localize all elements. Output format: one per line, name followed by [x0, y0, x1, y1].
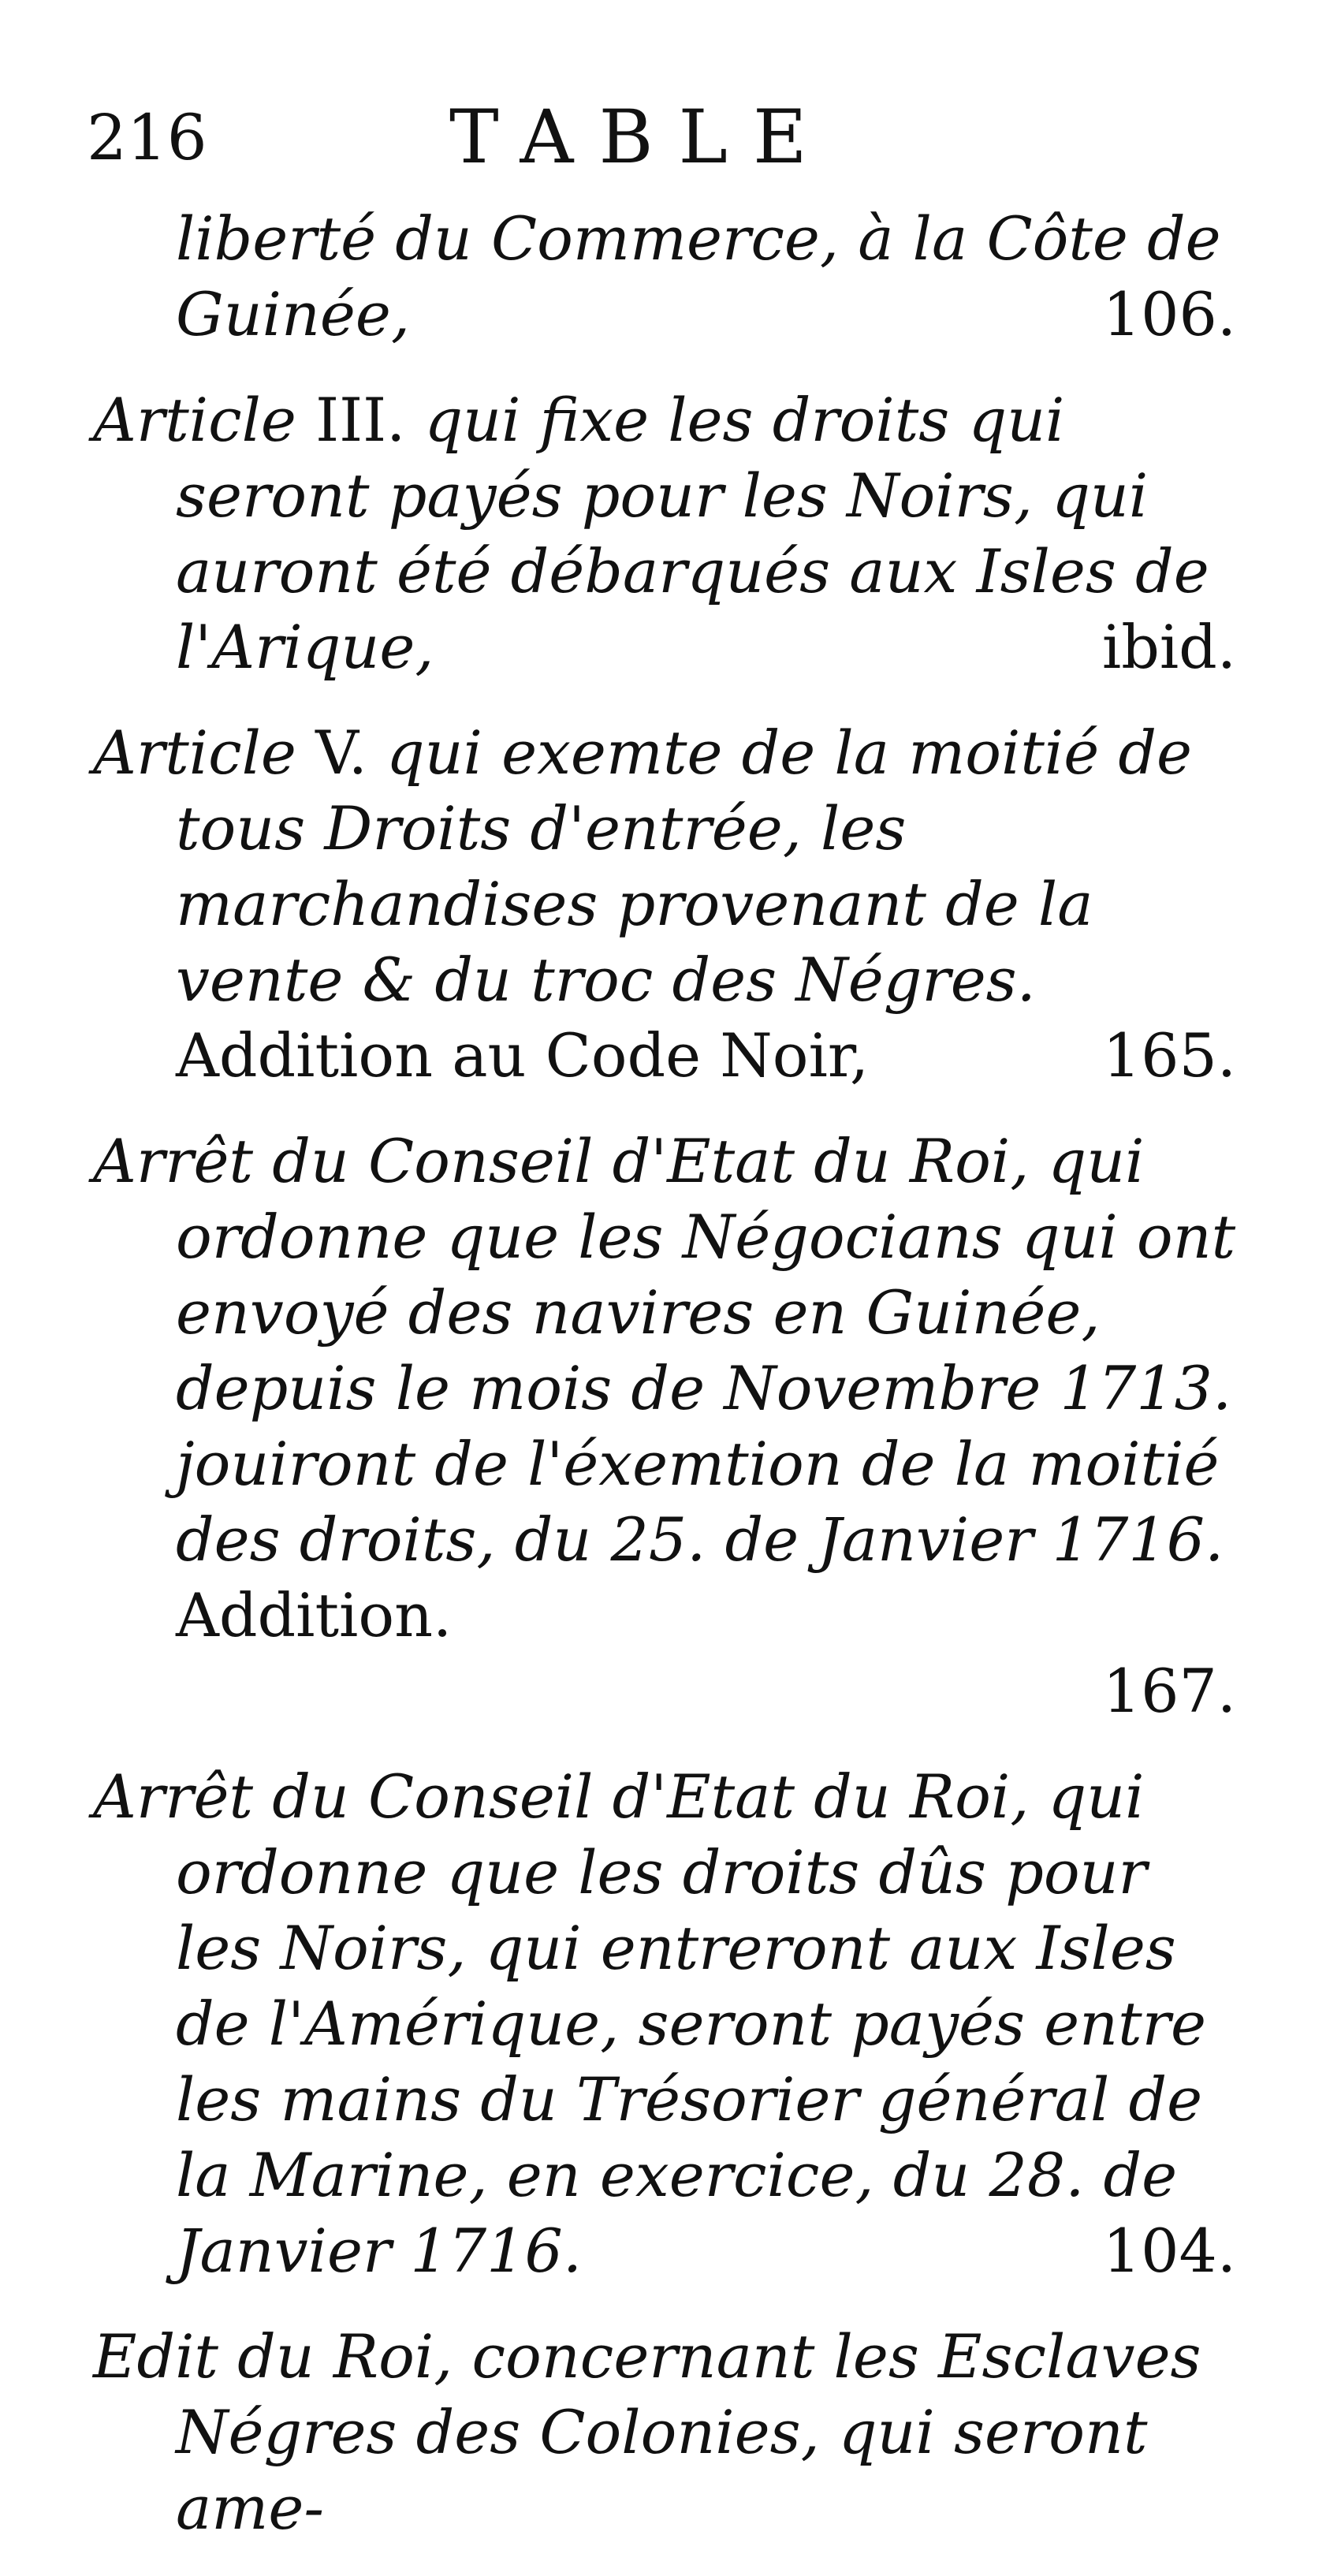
running-head — [87, 95, 1253, 205]
entry-text — [93, 1124, 1244, 1653]
entry-text — [93, 2319, 1244, 2546]
entry-page-ref: ibid. — [1101, 612, 1236, 682]
entry-label: Article — [93, 718, 296, 788]
table-entries — [93, 201, 1244, 2576]
entry-numeral: III. — [315, 385, 406, 455]
table-entry — [93, 382, 1244, 685]
entry-description: Edit du Roi, concernant les Esclaves Négres des Colonies, qui seront ame- — [93, 2321, 1201, 2543]
running-title: TABLE — [449, 95, 833, 181]
table-entry — [93, 1759, 1244, 2289]
entry-page-ref: 167. — [1102, 1656, 1236, 1726]
entry-description: Arrêt du Conseil d'Etat du Roi, qui ordonne que les Négocians qui ont envoyé des navires en Guinée, depuis le mois de Novembre 1713. jouiront de l'éxemtion de la moitié des droits, du 25. de Janvier 1716. — [93, 1126, 1236, 1575]
table-entry — [93, 715, 1244, 1094]
entry-text — [93, 1759, 1244, 2289]
entry-page-ref: 104. — [1102, 2216, 1236, 2286]
entry-page-ref: 165. — [1102, 1020, 1236, 1090]
entry-description: Arrêt du Conseil d'Etat du Roi, qui ordonne que les droits dûs pour les Noirs, qui entreront aux Isles de l'Amérique, seront payés entre les mains du Trésorier général de la Marine, en exercice, du 28. de Janvier 1716. — [93, 1761, 1206, 2286]
entry-addition: Addition. — [176, 1580, 453, 1650]
entry-description: qui fixe les droits qui seront payés pour les Noirs, qui auront été débarqués aux Isles de l'Arique, — [176, 385, 1209, 682]
table-entry — [93, 1124, 1244, 1729]
entry-description: qui exemte de la moitié de tous Droits d'entrée, les marchandises provenant de la vente & du troc des Négres. — [176, 718, 1192, 1015]
page-number: 216 — [87, 101, 207, 174]
table-entry — [93, 2319, 1244, 2546]
table-entry — [93, 201, 1244, 352]
entry-numeral: V. — [315, 718, 367, 788]
entry-label: Article — [93, 385, 296, 455]
entry-description: liberté du Commerce, à la Côte de Guinée, — [176, 203, 1221, 349]
entry-addition: Addition au Code Noir, — [176, 1020, 870, 1090]
entry-page-ref: 106. — [1102, 279, 1236, 349]
